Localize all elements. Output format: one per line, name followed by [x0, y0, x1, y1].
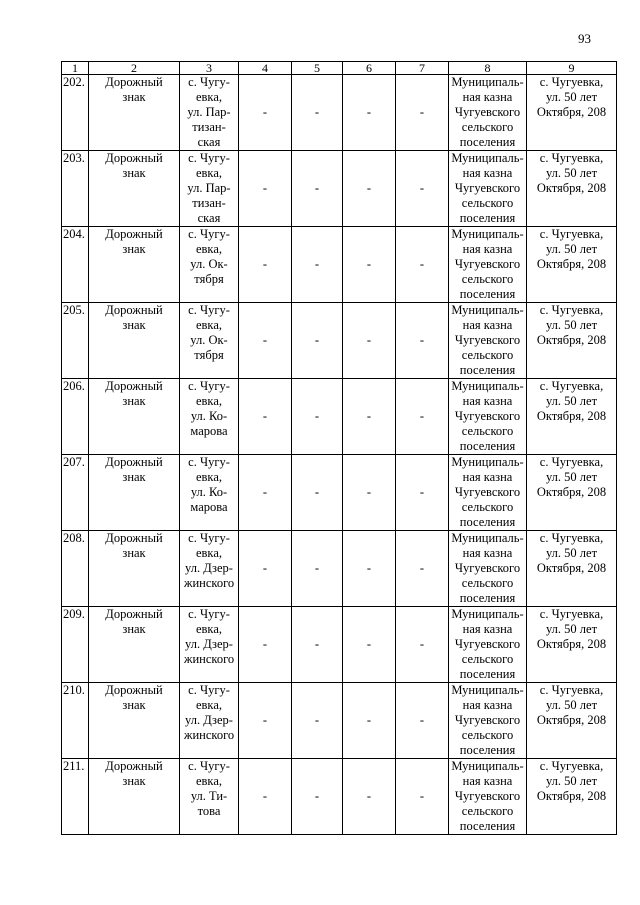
- address-line: ул. Ко-: [190, 485, 228, 499]
- location-cell: [527, 455, 617, 531]
- address-line: с. Чугу-: [188, 607, 230, 621]
- owner-line: сельского: [461, 348, 514, 362]
- location-cell: [527, 683, 617, 759]
- address-line: ул. Пар-: [187, 181, 231, 195]
- table-row: [62, 303, 617, 379]
- address-line: ул. Дзер-: [185, 561, 233, 575]
- empty-value-cell: -: [396, 303, 449, 379]
- address-cell: [180, 607, 239, 683]
- address-line: ул. Дзер-: [185, 637, 233, 651]
- row-number-cell: 202.: [62, 75, 89, 151]
- owner-line: поселения: [459, 819, 516, 833]
- location-cell: [527, 759, 617, 835]
- owner-line: сельского: [461, 804, 514, 818]
- row-number-cell: 204.: [62, 227, 89, 303]
- owner-cell: [449, 531, 527, 607]
- object-name-line: знак: [122, 166, 146, 180]
- address-cell: [180, 683, 239, 759]
- object-name-line: Дорожный: [105, 379, 163, 393]
- address-cell: [180, 455, 239, 531]
- owner-line: Муниципаль-: [451, 531, 524, 545]
- location-cell: [527, 227, 617, 303]
- column-header: 8: [449, 62, 527, 75]
- location-line: с. Чугуевка,: [539, 227, 604, 241]
- empty-value-cell: -: [343, 303, 396, 379]
- address-cell: [180, 759, 239, 835]
- owner-line: поселения: [459, 135, 516, 149]
- owner-line: ная казна: [462, 90, 513, 104]
- owner-cell: [449, 227, 527, 303]
- location-line: с. Чугуевка,: [539, 455, 604, 469]
- address-line: марова: [190, 424, 228, 438]
- empty-value-cell: -: [292, 455, 343, 531]
- address-line: ул. Ок-: [190, 257, 228, 271]
- owner-cell: [449, 759, 527, 835]
- owner-line: ная казна: [462, 546, 513, 560]
- empty-value-cell: -: [396, 759, 449, 835]
- address-line: тизан-: [192, 120, 226, 134]
- owner-cell: [449, 303, 527, 379]
- owner-line: поселения: [459, 439, 516, 453]
- table-row: [62, 759, 617, 835]
- address-line: с. Чугу-: [188, 227, 230, 241]
- empty-value-cell: -: [343, 379, 396, 455]
- location-line: ул. 50 лет: [545, 470, 598, 484]
- address-cell: [180, 75, 239, 151]
- address-line: евка,: [195, 90, 222, 104]
- location-line: с. Чугуевка,: [539, 151, 604, 165]
- location-line: Октября, 208: [536, 485, 607, 499]
- address-line: ул. Ти-: [190, 789, 228, 803]
- object-name-cell: [89, 227, 180, 303]
- column-header: 7: [396, 62, 449, 75]
- address-line: жинского: [183, 652, 235, 666]
- address-cell: [180, 531, 239, 607]
- address-line: тября: [194, 272, 224, 286]
- table-row: [62, 75, 617, 151]
- empty-value-cell: -: [292, 379, 343, 455]
- owner-line: сельского: [461, 196, 514, 210]
- owner-cell: [449, 683, 527, 759]
- owner-line: поселения: [459, 667, 516, 681]
- owner-line: поселения: [459, 287, 516, 301]
- object-name-cell: [89, 379, 180, 455]
- address-line: жинского: [183, 576, 235, 590]
- object-name-cell: [89, 75, 180, 151]
- object-name-cell: [89, 455, 180, 531]
- address-cell: [180, 379, 239, 455]
- address-line: евка,: [195, 470, 222, 484]
- owner-line: ная казна: [462, 242, 513, 256]
- empty-value-cell: -: [343, 227, 396, 303]
- owner-line: поселения: [459, 211, 516, 225]
- owner-line: ная казна: [462, 698, 513, 712]
- address-line: тизан-: [192, 196, 226, 210]
- column-header: 1: [62, 62, 89, 75]
- location-cell: [527, 379, 617, 455]
- owner-line: Муниципаль-: [451, 759, 524, 773]
- address-line: ул. Дзер-: [185, 713, 233, 727]
- object-name-line: Дорожный: [105, 75, 163, 89]
- object-name-cell: [89, 531, 180, 607]
- location-line: Октября, 208: [536, 181, 607, 195]
- address-line: ская: [197, 211, 221, 225]
- empty-value-cell: -: [239, 607, 292, 683]
- owner-line: Муниципаль-: [451, 227, 524, 241]
- address-line: тября: [194, 348, 224, 362]
- address-line: с. Чугу-: [188, 759, 230, 773]
- location-line: ул. 50 лет: [545, 166, 598, 180]
- object-name-line: Дорожный: [105, 683, 163, 697]
- empty-value-cell: -: [396, 227, 449, 303]
- address-cell: [180, 227, 239, 303]
- location-line: Октября, 208: [536, 561, 607, 575]
- location-line: с. Чугуевка,: [539, 303, 604, 317]
- owner-line: Муниципаль-: [451, 379, 524, 393]
- location-line: Октября, 208: [536, 789, 607, 803]
- empty-value-cell: -: [343, 607, 396, 683]
- address-line: ул. Ок-: [190, 333, 228, 347]
- empty-value-cell: -: [239, 759, 292, 835]
- address-line: с. Чугу-: [188, 303, 230, 317]
- row-number-cell: 203.: [62, 151, 89, 227]
- empty-value-cell: -: [239, 227, 292, 303]
- column-header: 2: [89, 62, 180, 75]
- location-line: ул. 50 лет: [545, 774, 598, 788]
- owner-line: Муниципаль-: [451, 607, 524, 621]
- row-number-cell: 206.: [62, 379, 89, 455]
- address-line: евка,: [195, 394, 222, 408]
- location-line: ул. 50 лет: [545, 90, 598, 104]
- location-line: Октября, 208: [536, 713, 607, 727]
- address-cell: [180, 303, 239, 379]
- address-line: евка,: [195, 774, 222, 788]
- object-name-cell: [89, 151, 180, 227]
- table-row: [62, 683, 617, 759]
- location-line: ул. 50 лет: [545, 394, 598, 408]
- owner-line: Муниципаль-: [451, 151, 524, 165]
- empty-value-cell: -: [396, 607, 449, 683]
- address-line: с. Чугу-: [188, 75, 230, 89]
- address-cell: [180, 151, 239, 227]
- registry-table: [61, 61, 617, 835]
- empty-value-cell: -: [396, 455, 449, 531]
- owner-line: ная казна: [462, 774, 513, 788]
- owner-line: Муниципаль-: [451, 303, 524, 317]
- owner-line: сельского: [461, 272, 514, 286]
- empty-value-cell: -: [396, 151, 449, 227]
- owner-line: Чугуевского: [454, 637, 521, 651]
- empty-value-cell: -: [292, 151, 343, 227]
- address-line: евка,: [195, 242, 222, 256]
- empty-value-cell: -: [292, 75, 343, 151]
- row-number-cell: 209.: [62, 607, 89, 683]
- column-header: 6: [343, 62, 396, 75]
- empty-value-cell: -: [239, 683, 292, 759]
- address-line: с. Чугу-: [188, 151, 230, 165]
- row-number-cell: 207.: [62, 455, 89, 531]
- location-cell: [527, 531, 617, 607]
- object-name-line: знак: [122, 622, 146, 636]
- location-line: Октября, 208: [536, 105, 607, 119]
- location-line: ул. 50 лет: [545, 318, 598, 332]
- object-name-line: знак: [122, 470, 146, 484]
- object-name-line: Дорожный: [105, 227, 163, 241]
- address-line: евка,: [195, 318, 222, 332]
- owner-line: Чугуевского: [454, 789, 521, 803]
- owner-line: сельского: [461, 576, 514, 590]
- object-name-cell: [89, 607, 180, 683]
- empty-value-cell: -: [396, 75, 449, 151]
- owner-line: Чугуевского: [454, 257, 521, 271]
- object-name-line: Дорожный: [105, 455, 163, 469]
- owner-cell: [449, 455, 527, 531]
- table-row: [62, 455, 617, 531]
- empty-value-cell: -: [396, 379, 449, 455]
- owner-line: Чугуевского: [454, 333, 521, 347]
- empty-value-cell: -: [292, 759, 343, 835]
- empty-value-cell: -: [343, 75, 396, 151]
- column-header: 3: [180, 62, 239, 75]
- row-number-cell: 205.: [62, 303, 89, 379]
- table-row: [62, 379, 617, 455]
- owner-line: Чугуевского: [454, 181, 521, 195]
- owner-line: ная казна: [462, 318, 513, 332]
- table-body: [62, 75, 617, 835]
- object-name-line: знак: [122, 90, 146, 104]
- owner-line: сельского: [461, 120, 514, 134]
- location-line: Октября, 208: [536, 257, 607, 271]
- location-line: с. Чугуевка,: [539, 759, 604, 773]
- owner-line: ная казна: [462, 166, 513, 180]
- location-cell: [527, 75, 617, 151]
- object-name-line: знак: [122, 242, 146, 256]
- empty-value-cell: -: [239, 455, 292, 531]
- address-line: с. Чугу-: [188, 379, 230, 393]
- owner-line: сельского: [461, 728, 514, 742]
- empty-value-cell: -: [239, 75, 292, 151]
- owner-line: ная казна: [462, 394, 513, 408]
- column-header-row: [62, 62, 617, 75]
- owner-line: сельского: [461, 424, 514, 438]
- column-header: 4: [239, 62, 292, 75]
- address-line: ул. Ко-: [190, 409, 228, 423]
- empty-value-cell: -: [292, 531, 343, 607]
- row-number-cell: 211.: [62, 759, 89, 835]
- address-line: с. Чугу-: [188, 455, 230, 469]
- empty-value-cell: -: [343, 455, 396, 531]
- object-name-line: Дорожный: [105, 531, 163, 545]
- address-line: жинского: [183, 728, 235, 742]
- empty-value-cell: -: [239, 151, 292, 227]
- owner-cell: [449, 75, 527, 151]
- empty-value-cell: -: [396, 683, 449, 759]
- empty-value-cell: -: [292, 607, 343, 683]
- object-name-cell: [89, 759, 180, 835]
- empty-value-cell: -: [239, 303, 292, 379]
- object-name-line: Дорожный: [105, 151, 163, 165]
- empty-value-cell: -: [343, 683, 396, 759]
- empty-value-cell: -: [343, 759, 396, 835]
- owner-line: сельского: [461, 652, 514, 666]
- empty-value-cell: -: [292, 683, 343, 759]
- owner-line: Чугуевского: [454, 409, 521, 423]
- table-row: [62, 227, 617, 303]
- empty-value-cell: -: [292, 303, 343, 379]
- address-line: ская: [197, 135, 221, 149]
- table-row: [62, 531, 617, 607]
- owner-line: Муниципаль-: [451, 455, 524, 469]
- owner-cell: [449, 379, 527, 455]
- object-name-line: знак: [122, 698, 146, 712]
- location-cell: [527, 151, 617, 227]
- object-name-line: Дорожный: [105, 759, 163, 773]
- owner-cell: [449, 607, 527, 683]
- address-line: това: [197, 804, 221, 818]
- owner-line: поселения: [459, 591, 516, 605]
- location-line: с. Чугуевка,: [539, 531, 604, 545]
- location-line: с. Чугуевка,: [539, 607, 604, 621]
- column-header: 9: [527, 62, 617, 75]
- owner-line: Чугуевского: [454, 105, 521, 119]
- object-name-line: знак: [122, 318, 146, 332]
- location-line: Октября, 208: [536, 637, 607, 651]
- address-line: марова: [190, 500, 228, 514]
- address-line: евка,: [195, 622, 222, 636]
- object-name-cell: [89, 683, 180, 759]
- owner-cell: [449, 151, 527, 227]
- empty-value-cell: -: [343, 151, 396, 227]
- address-line: евка,: [195, 166, 222, 180]
- object-name-line: знак: [122, 394, 146, 408]
- owner-line: ная казна: [462, 470, 513, 484]
- owner-line: Муниципаль-: [451, 75, 524, 89]
- object-name-line: знак: [122, 774, 146, 788]
- location-line: с. Чугуевка,: [539, 683, 604, 697]
- address-line: евка,: [195, 698, 222, 712]
- column-header: 5: [292, 62, 343, 75]
- owner-line: поселения: [459, 363, 516, 377]
- empty-value-cell: -: [343, 531, 396, 607]
- address-line: евка,: [195, 546, 222, 560]
- table-row: [62, 607, 617, 683]
- row-number-cell: 208.: [62, 531, 89, 607]
- page-number: 93: [578, 31, 591, 46]
- owner-line: Муниципаль-: [451, 683, 524, 697]
- location-line: ул. 50 лет: [545, 698, 598, 712]
- address-line: с. Чугу-: [188, 531, 230, 545]
- address-line: с. Чугу-: [188, 683, 230, 697]
- object-name-line: Дорожный: [105, 303, 163, 317]
- location-line: Октября, 208: [536, 333, 607, 347]
- object-name-line: Дорожный: [105, 607, 163, 621]
- object-name-line: знак: [122, 546, 146, 560]
- owner-line: поселения: [459, 743, 516, 757]
- owner-line: Чугуевского: [454, 561, 521, 575]
- location-line: ул. 50 лет: [545, 546, 598, 560]
- location-cell: [527, 607, 617, 683]
- empty-value-cell: -: [292, 227, 343, 303]
- owner-line: Чугуевского: [454, 485, 521, 499]
- location-line: ул. 50 лет: [545, 242, 598, 256]
- owner-line: Чугуевского: [454, 713, 521, 727]
- address-line: ул. Пар-: [187, 105, 231, 119]
- empty-value-cell: -: [396, 531, 449, 607]
- owner-line: ная казна: [462, 622, 513, 636]
- empty-value-cell: -: [239, 531, 292, 607]
- owner-line: поселения: [459, 515, 516, 529]
- row-number-cell: 210.: [62, 683, 89, 759]
- object-name-cell: [89, 303, 180, 379]
- location-line: с. Чугуевка,: [539, 75, 604, 89]
- location-line: ул. 50 лет: [545, 622, 598, 636]
- location-line: Октября, 208: [536, 409, 607, 423]
- location-cell: [527, 303, 617, 379]
- owner-line: сельского: [461, 500, 514, 514]
- location-line: с. Чугуевка,: [539, 379, 604, 393]
- empty-value-cell: -: [239, 379, 292, 455]
- table-row: [62, 151, 617, 227]
